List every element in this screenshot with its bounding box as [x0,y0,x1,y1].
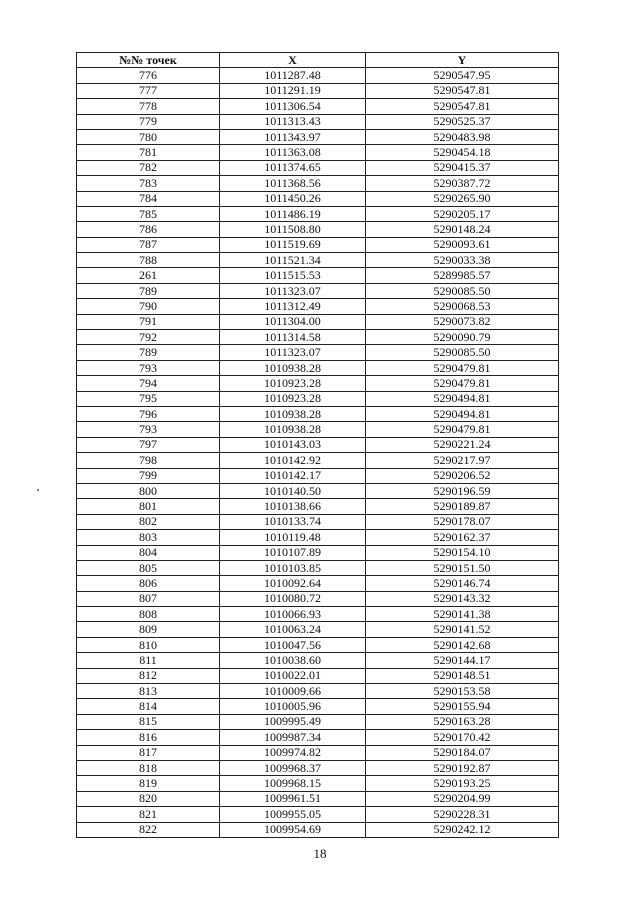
table-row [77,406,559,421]
header-y: Y [366,53,559,68]
cell-point-number: 812 [77,668,220,683]
table-row [77,391,559,406]
table-row [77,237,559,252]
cell-y: 5290189.87 [366,499,559,514]
cell-y: 5290142.68 [366,637,559,652]
cell-y: 5290153.58 [366,684,559,699]
table-row [77,668,559,683]
table-row [77,622,559,637]
cell-x: 1011323.07 [220,283,366,298]
table-row [77,514,559,529]
table-row [77,760,559,775]
table-row [77,499,559,514]
cell-point-number: 815 [77,714,220,729]
cell-point-number: 800 [77,483,220,498]
cell-point-number: 783 [77,176,220,191]
cell-x: 1009961.51 [220,791,366,806]
cell-x: 1010938.28 [220,360,366,375]
table-row [77,530,559,545]
cell-x: 1009955.05 [220,807,366,822]
cell-y: 5290454.18 [366,145,559,160]
cell-point-number: 777 [77,83,220,98]
cell-point-number: 794 [77,376,220,391]
cell-y: 5290525.37 [366,114,559,129]
cell-y: 5290146.74 [366,576,559,591]
cell-x: 1010140.50 [220,483,366,498]
cell-point-number: 778 [77,99,220,114]
cell-x: 1010092.64 [220,576,366,591]
cell-x: 1009954.69 [220,822,366,837]
table-row [77,591,559,606]
cell-y: 5290228.31 [366,807,559,822]
cell-point-number: 798 [77,453,220,468]
cell-x: 1009968.15 [220,776,366,791]
cell-x: 1011486.19 [220,206,366,221]
cell-point-number: 788 [77,253,220,268]
cell-y: 5290479.81 [366,360,559,375]
cell-point-number: 793 [77,422,220,437]
table-row [77,791,559,806]
cell-y: 5290193.25 [366,776,559,791]
cell-x: 1010923.28 [220,376,366,391]
cell-point-number: 785 [77,206,220,221]
cell-y: 5290547.81 [366,99,559,114]
table-row [77,607,559,622]
cell-point-number: 806 [77,576,220,591]
cell-x: 1010133.74 [220,514,366,529]
cell-x: 1011323.07 [220,345,366,360]
table-row [77,730,559,745]
table-row [77,314,559,329]
cell-point-number: 792 [77,330,220,345]
cell-x: 1009995.49 [220,714,366,729]
table-row [77,714,559,729]
table-row [77,822,559,837]
cell-point-number: 814 [77,699,220,714]
cell-y: 5290151.50 [366,560,559,575]
page-number: 18 [313,846,327,861]
table-row [77,129,559,144]
cell-y: 5290415.37 [366,160,559,175]
cell-y: 5290494.81 [366,406,559,421]
cell-y: 5290148.24 [366,222,559,237]
cell-x: 1011306.54 [220,99,366,114]
cell-y: 5289985.57 [366,268,559,283]
table-row [77,253,559,268]
table-row [77,376,559,391]
cell-point-number: 810 [77,637,220,652]
table-row [77,222,559,237]
cell-x: 1011519.69 [220,237,366,252]
table-row [77,745,559,760]
cell-x: 1011450.26 [220,191,366,206]
table-row [77,299,559,314]
cell-point-number: 789 [77,345,220,360]
cell-x: 1011508.80 [220,222,366,237]
table-row [77,360,559,375]
cell-x: 1011291.19 [220,83,366,98]
cell-y: 5290144.17 [366,653,559,668]
cell-x: 1010066.93 [220,607,366,622]
cell-y: 5290204.99 [366,791,559,806]
cell-point-number: 801 [77,499,220,514]
cell-point-number: 811 [77,653,220,668]
table-row [77,699,559,714]
cell-point-number: 818 [77,760,220,775]
table-row [77,268,559,283]
cell-y: 5290155.94 [366,699,559,714]
cell-y: 5290217.97 [366,453,559,468]
cell-point-number: 782 [77,160,220,175]
cell-x: 1010022.01 [220,668,366,683]
cell-y: 5290242.12 [366,822,559,837]
cell-x: 1011363.08 [220,145,366,160]
cell-point-number: 776 [77,68,220,83]
cell-point-number: 813 [77,684,220,699]
table-row [77,191,559,206]
cell-x: 1010038.60 [220,653,366,668]
cell-y: 5290196.59 [366,483,559,498]
table-row [77,807,559,822]
cell-point-number: 790 [77,299,220,314]
table-row [77,330,559,345]
cell-point-number: 819 [77,776,220,791]
table-row [77,206,559,221]
cell-y: 5290192.87 [366,760,559,775]
cell-point-number: 781 [77,145,220,160]
cell-y: 5290205.17 [366,206,559,221]
cell-y: 5290387.72 [366,176,559,191]
table-row [77,453,559,468]
table-body [77,68,559,838]
table-row [77,176,559,191]
cell-point-number: 791 [77,314,220,329]
cell-x: 1011313.43 [220,114,366,129]
cell-point-number: 807 [77,591,220,606]
cell-point-number: 822 [77,822,220,837]
cell-x: 1010107.89 [220,545,366,560]
cell-y: 5290154.10 [366,545,559,560]
header-x: X [220,53,366,68]
table-row [77,684,559,699]
cell-y: 5290148.51 [366,668,559,683]
table-row [77,145,559,160]
cell-point-number: 793 [77,360,220,375]
cell-y: 5290085.50 [366,283,559,298]
cell-point-number: 803 [77,530,220,545]
cell-y: 5290206.52 [366,468,559,483]
cell-x: 1011368.56 [220,176,366,191]
cell-point-number: 816 [77,730,220,745]
cell-x: 1010138.66 [220,499,366,514]
cell-y: 5290163.28 [366,714,559,729]
cell-x: 1009987.34 [220,730,366,745]
table-row [77,422,559,437]
table-row [77,114,559,129]
cell-point-number: 821 [77,807,220,822]
table-row [77,99,559,114]
cell-y: 5290073.82 [366,314,559,329]
table-row [77,437,559,452]
header-point-number: №№ точек [77,53,220,68]
table-row [77,776,559,791]
cell-x: 1010005.96 [220,699,366,714]
cell-x: 1011304.00 [220,314,366,329]
table-row [77,345,559,360]
cell-y: 5290141.52 [366,622,559,637]
cell-y: 5290479.81 [366,422,559,437]
cell-x: 1009968.37 [220,760,366,775]
cell-x: 1010142.17 [220,468,366,483]
table-row [77,83,559,98]
cell-y: 5290085.50 [366,345,559,360]
cell-point-number: 261 [77,268,220,283]
cell-y: 5290221.24 [366,437,559,452]
cell-y: 5290090.79 [366,330,559,345]
cell-point-number: 817 [77,745,220,760]
cell-point-number: 787 [77,237,220,252]
cell-y: 5290143.32 [366,591,559,606]
cell-point-number: 799 [77,468,220,483]
cell-y: 5290093.61 [366,237,559,252]
cell-point-number: 805 [77,560,220,575]
cell-x: 1010143.03 [220,437,366,452]
cell-point-number: 797 [77,437,220,452]
cell-y: 5290265.90 [366,191,559,206]
cell-x: 1010080.72 [220,591,366,606]
cell-y: 5290547.95 [366,68,559,83]
table-row [77,468,559,483]
cell-x: 1011287.48 [220,68,366,83]
cell-x: 1011314.58 [220,330,366,345]
table-row [77,283,559,298]
cell-y: 5290184.07 [366,745,559,760]
table-row [77,68,559,83]
cell-point-number: 786 [77,222,220,237]
coordinates-table [76,52,559,838]
cell-y: 5290547.81 [366,83,559,98]
cell-point-number: 789 [77,283,220,298]
cell-point-number: 808 [77,607,220,622]
cell-x: 1010119.48 [220,530,366,545]
cell-y: 5290494.81 [366,391,559,406]
cell-point-number: 779 [77,114,220,129]
table-row [77,576,559,591]
cell-x: 1011374.65 [220,160,366,175]
cell-point-number: 795 [77,391,220,406]
table-row [77,637,559,652]
cell-point-number: 796 [77,406,220,421]
table-row [77,545,559,560]
table-row [77,560,559,575]
cell-y: 5290483.98 [366,129,559,144]
cell-point-number: 820 [77,791,220,806]
cell-x: 1010938.28 [220,406,366,421]
cell-y: 5290170.42 [366,730,559,745]
cell-y: 5290178.07 [366,514,559,529]
table-row [77,483,559,498]
cell-x: 1010063.24 [220,622,366,637]
cell-point-number: 802 [77,514,220,529]
cell-x: 1010923.28 [220,391,366,406]
cell-x: 1010009.66 [220,684,366,699]
cell-point-number: 784 [77,191,220,206]
cell-y: 5290479.81 [366,376,559,391]
cell-x: 1009974.82 [220,745,366,760]
cell-point-number: 780 [77,129,220,144]
cell-point-number: 804 [77,545,220,560]
cell-point-number: 809 [77,622,220,637]
cell-x: 1011515.53 [220,268,366,283]
table-row [77,160,559,175]
cell-x: 1011343.97 [220,129,366,144]
table-header-row [77,53,559,68]
cell-x: 1010047.56 [220,637,366,652]
cell-x: 1010142.92 [220,453,366,468]
table-row [77,653,559,668]
cell-x: 1011521.34 [220,253,366,268]
cell-y: 5290068.53 [366,299,559,314]
scan-speck [37,489,39,491]
cell-y: 5290033.38 [366,253,559,268]
cell-x: 1011312.49 [220,299,366,314]
cell-y: 5290141.38 [366,607,559,622]
cell-x: 1010938.28 [220,422,366,437]
cell-y: 5290162.37 [366,530,559,545]
cell-x: 1010103.85 [220,560,366,575]
